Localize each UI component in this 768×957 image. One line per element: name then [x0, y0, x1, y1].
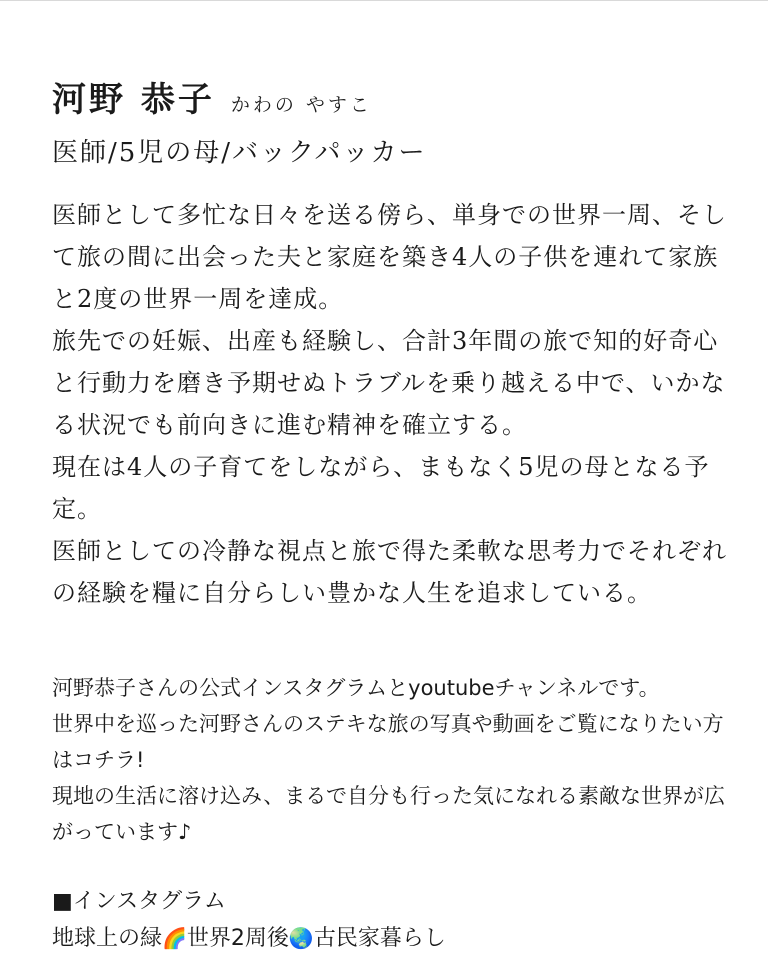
profile-roles: 医師/5児の母/バックパッカー — [52, 138, 427, 168]
name-row — [52, 78, 732, 128]
profile-card — [52, 78, 732, 957]
bio-paragraph: 医師としての冷静な視点と旅で得た柔軟な思考力でそれぞれの経験を糧に自分らしい豊かな人生を追求している。 — [52, 537, 727, 607]
profile-name-reading: かわの やすこ — [230, 94, 372, 116]
rainbow-icon: 🌈 — [162, 926, 187, 950]
account-name-part: 地球上の緑 — [52, 926, 163, 951]
bio-paragraph: 医師として多忙な日々を送る傍ら、単身での世界一周、そして旅の間に出会った夫と家庭を築き4人の子供を連れて家族と2度の世界一周を達成。 — [52, 201, 727, 313]
instagram-section — [52, 884, 732, 957]
top-divider — [0, 0, 768, 1]
account-name-part: 古民家暮らし — [313, 926, 446, 951]
bio-paragraph: 旅先での妊娠、出産も経験し、合計3年間の旅で知的好奇心と行動力を磨き予期せぬトラブルを乗り越える中で、いかなる状況でも前向きに進む精神を確立する。 — [52, 327, 726, 439]
instagram-heading: ■インスタグラム — [52, 889, 226, 914]
profile-name: 河野 恭子 — [52, 80, 215, 120]
sns-introduction — [52, 670, 732, 850]
globe-icon: 🌏 — [288, 926, 314, 950]
notice-paragraph: 現地の生活に溶け込み、まるで自分も行った気になれる素敵な世界が広がっています♪ — [52, 784, 726, 844]
notice-paragraph: 世界中を巡った河野さんのステキな旅の写真や動画をご覧になりたい方はコチラ! — [52, 712, 724, 772]
profile-bio — [52, 194, 732, 614]
notice-paragraph: 河野恭子さんの公式インスタグラムとyoutubeチャンネルです。 — [52, 676, 660, 700]
account-name-part: 世界2周後 — [186, 926, 289, 951]
bio-paragraph: 現在は4人の子育てをしながら、まもなく5児の母となる予定。 — [52, 453, 710, 523]
instagram-account-name[interactable] — [52, 920, 732, 957]
